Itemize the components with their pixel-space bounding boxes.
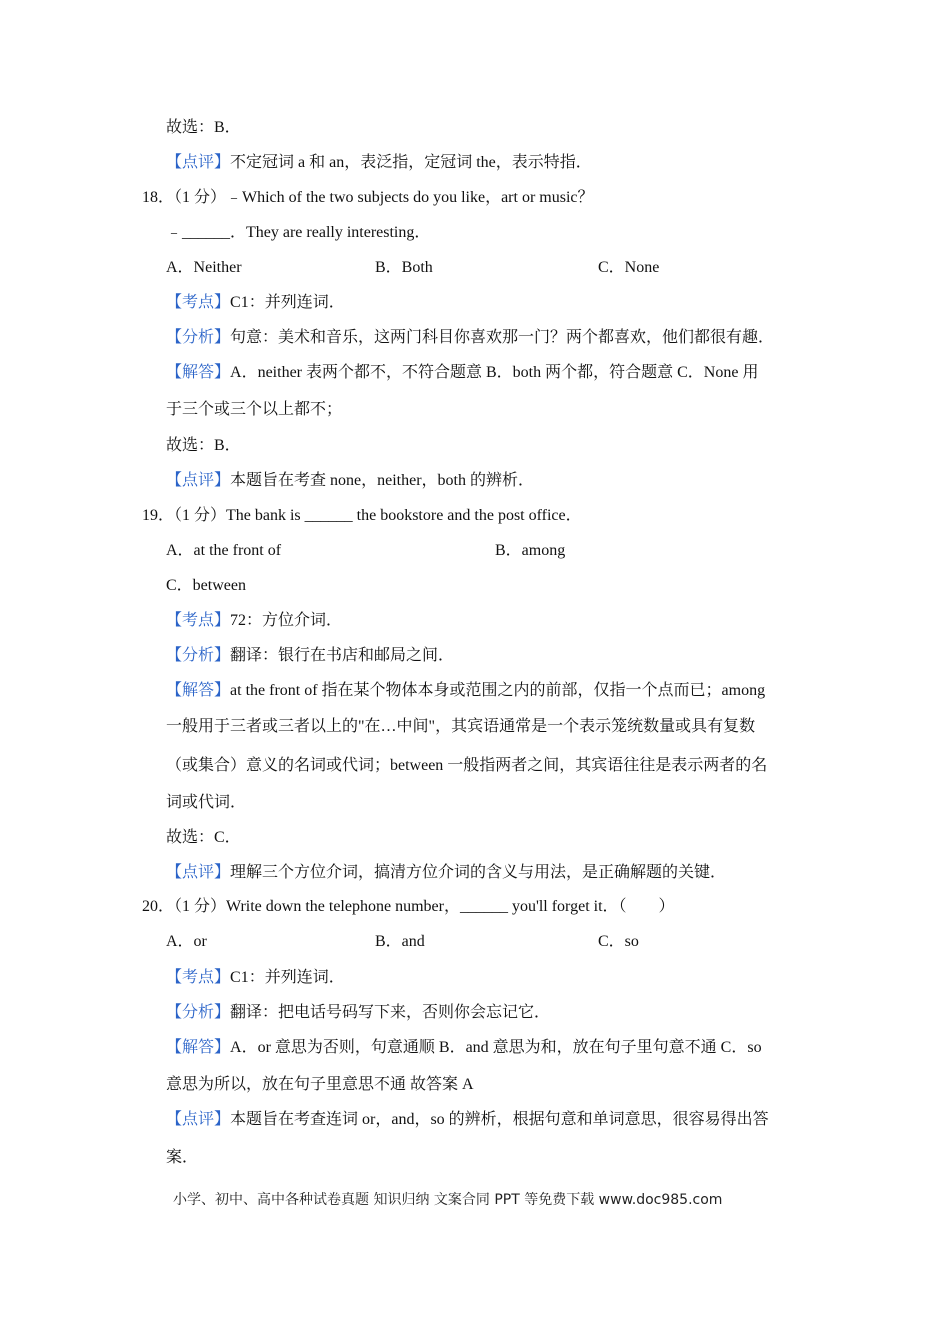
q19-option-a: A．at the front of	[166, 542, 282, 559]
q18-jieda-line	[166, 363, 758, 383]
q20-option-c: C．so	[598, 933, 639, 950]
q20-kaodian-line	[166, 968, 345, 988]
q19-fenxi-line	[166, 646, 454, 666]
q19-jieda-line	[166, 681, 765, 701]
q17-comment: 不定冠词 a 和 an，表泛指，定冠词 the，表示特指．	[230, 154, 592, 171]
q18-option-a: A．Neither	[166, 259, 242, 276]
q17-comment-line	[166, 153, 592, 173]
q19-jieda-cont-3: 词或代词．	[166, 794, 247, 811]
jieda-tag: 【解答】	[166, 682, 231, 699]
q20-fenxi-line	[166, 1003, 550, 1023]
q18-kaodian: C1：并列连词．	[230, 294, 345, 311]
comment-tag: 【点评】	[166, 864, 231, 881]
q20-jieda: A．or 意思为否则，句意通顺 B．and 意思为和，放在句子里句意不通 C．so	[230, 1039, 762, 1056]
comment-tag: 【点评】	[166, 1111, 231, 1128]
q19-option-b: B．among	[495, 542, 566, 559]
q17-answer: 故选：B．	[166, 119, 241, 136]
jieda-tag: 【解答】	[166, 1039, 231, 1056]
kaodian-tag: 【考点】	[166, 612, 231, 629]
q20-comment: 本题旨在考查连词 or，and，so 的辨析，根据句意和单词意思，很容易得出答	[230, 1111, 769, 1128]
q20-jieda-line	[166, 1038, 762, 1058]
q19-option-c: C．between	[166, 577, 246, 594]
q18-jieda-cont: 于三个或三个以上都不；	[166, 401, 343, 418]
q18-fenxi: 句意：美术和音乐，这两门科目你喜欢那一门？两个都喜欢，他们都很有趣．	[230, 329, 775, 346]
kaodian-tag: 【考点】	[166, 294, 231, 311]
q18-stem-reply: ﹣______．They are really interesting．	[166, 224, 431, 241]
q18-option-b: B．Both	[375, 259, 433, 276]
q19-fenxi: 翻译：银行在书店和邮局之间．	[230, 647, 455, 664]
comment-tag: 【点评】	[166, 472, 231, 489]
q18-jieda: A．neither 表两个都不，不符合题意 B．both 两个都，符合题意 C．None 用	[230, 364, 759, 381]
q19-comment-line	[166, 863, 726, 883]
q19-jieda-cont-2: （或集合）意义的名词或代词；between 一般指两者之间，其宾语往往是表示两者的名	[166, 757, 768, 774]
q19-kaodian: 72：方位介词．	[230, 612, 343, 629]
q20-stem: 20．（1 分）Write down the telephone number，______ you'll forget it．（ ）	[142, 898, 675, 915]
kaodian-tag: 【考点】	[166, 969, 231, 986]
q20-kaodian: C1：并列连词．	[230, 969, 345, 986]
q20-option-b: B．and	[375, 933, 425, 950]
q19-comment: 理解三个方位介词，搞清方位介词的含义与用法，是正确解题的关键．	[230, 864, 727, 881]
fenxi-tag: 【分析】	[166, 329, 231, 346]
q19-stem: 19．（1 分）The bank is ______ the bookstore and the post office．	[142, 507, 582, 524]
jieda-tag: 【解答】	[166, 364, 231, 381]
q20-comment-cont: 案．	[166, 1149, 199, 1166]
q18-comment: 本题旨在考查 none，neither，both 的辨析．	[230, 472, 534, 489]
q19-answer: 故选：C．	[166, 829, 241, 846]
q18-kaodian-line	[166, 293, 345, 313]
fenxi-tag: 【分析】	[166, 647, 231, 664]
q18-option-c: C．None	[598, 259, 660, 276]
q20-fenxi: 翻译：把电话号码写下来，否则你会忘记它．	[230, 1004, 551, 1021]
q20-comment-line	[166, 1110, 769, 1130]
fenxi-tag: 【分析】	[166, 1004, 231, 1021]
q18-stem: 18．（1 分）﹣Which of the two subjects do you like，art or music？	[142, 189, 594, 206]
q19-jieda-cont-1: 一般用于三者或三者以上的"在…中间"，其宾语通常是一个表示笼统数量或具有复数	[166, 718, 756, 735]
q19-kaodian-line	[166, 611, 342, 631]
page-footer: 小学、初中、高中各种试卷真题 知识归纳 文案合同 PPT 等免费下载 www.doc985.com	[173, 1192, 723, 1208]
q18-comment-line	[166, 471, 534, 491]
q19-jieda: at the front of 指在某个物体本身或范围之内的前部，仅指一个点而已；among	[230, 682, 766, 699]
q20-option-a: A．or	[166, 933, 207, 950]
q18-answer: 故选：B．	[166, 437, 241, 454]
comment-tag: 【点评】	[166, 154, 231, 171]
q18-fenxi-line	[166, 328, 774, 348]
q20-jieda-cont: 意思为所以，放在句子里意思不通 故答案 A	[166, 1076, 474, 1093]
